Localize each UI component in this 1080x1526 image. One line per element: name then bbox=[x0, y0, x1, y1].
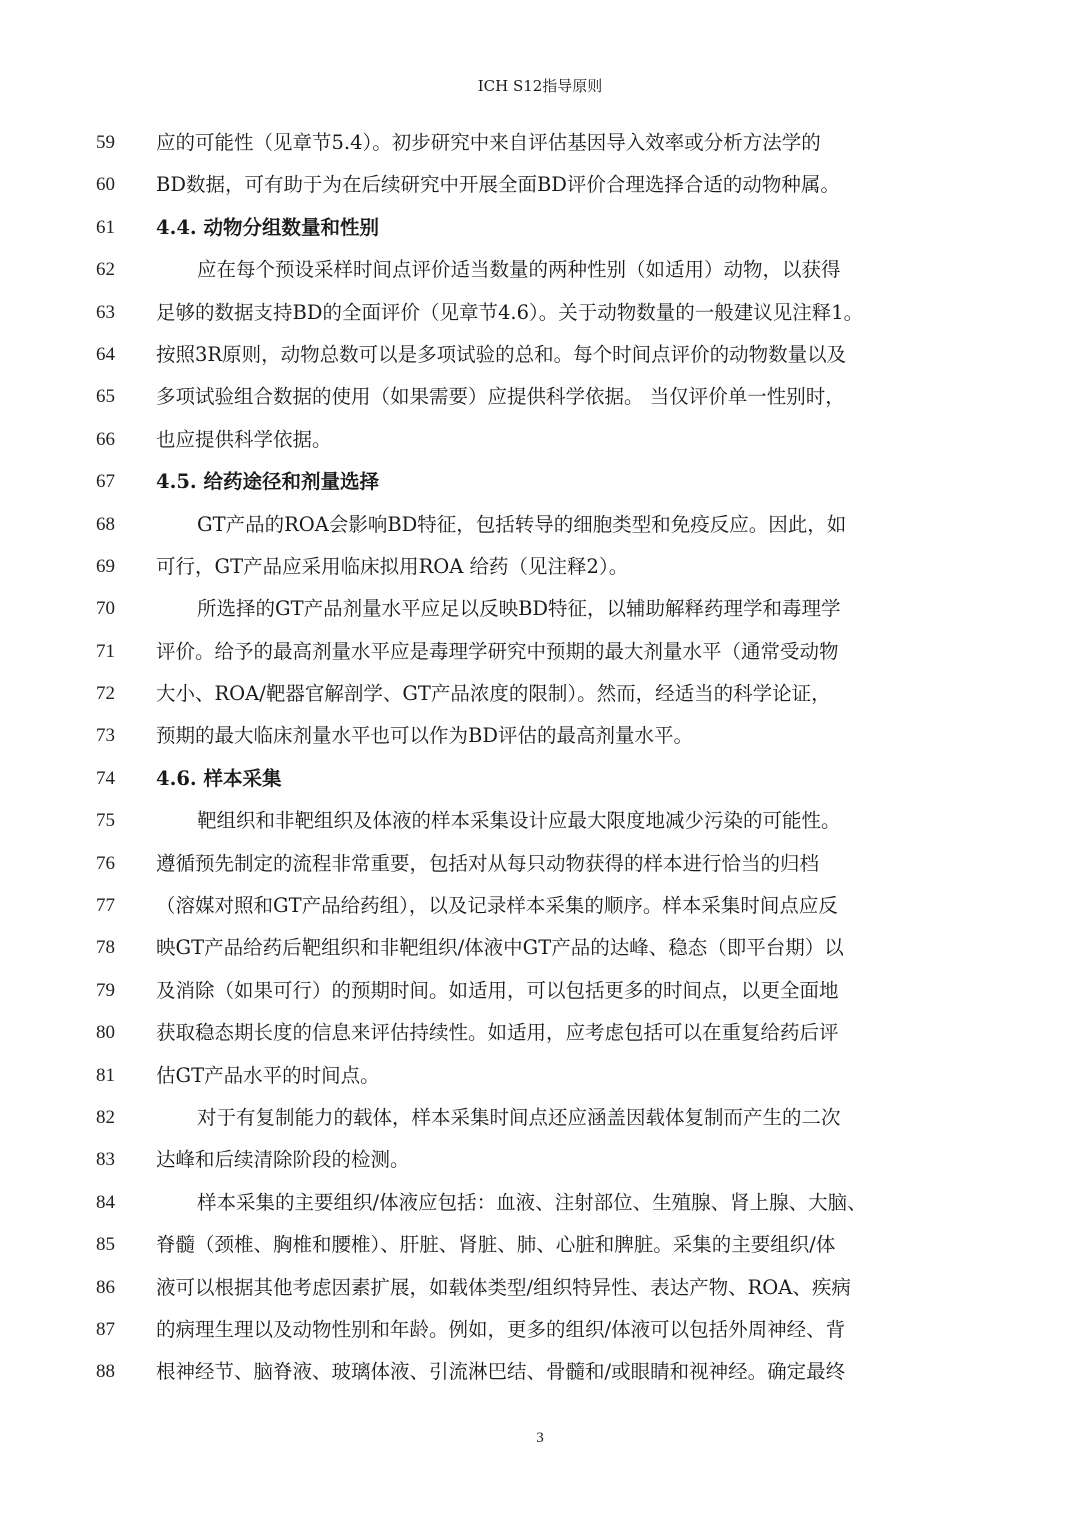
line-number: 68 bbox=[96, 513, 115, 535]
line-number: 74 bbox=[96, 767, 115, 789]
line-text: 获取稳态期长度的信息来评估持续性。如适用，应考虑包括可以在重复给药后评 bbox=[156, 1021, 839, 1045]
line-text: 样本采集的主要组织/体液应包括：血液、注射部位、生殖腺、肾上腺、大脑、 bbox=[197, 1190, 867, 1214]
line-text: （溶媒对照和GT产品给药组），以及记录样本采集的顺序。样本采集时间点应反 bbox=[156, 894, 838, 918]
line-number: 67 bbox=[96, 471, 115, 493]
line-text: 多项试验组合数据的使用（如果需要）应提供科学依据。 当仅评价单一性别时， bbox=[156, 385, 845, 409]
document-line bbox=[0, 1139, 1080, 1181]
line-number: 66 bbox=[96, 428, 115, 450]
document-line bbox=[0, 1224, 1080, 1266]
line-text: BD数据，可有助于为在后续研究中开展全面BD评价合理选择合适的动物种属。 bbox=[156, 173, 840, 197]
line-text: 达峰和后续清除阶段的检测。 bbox=[156, 1148, 410, 1172]
line-text: 根神经节、脑脊液、玻璃体液、引流淋巴结、骨髓和/或眼睛和视神经。确定最终 bbox=[156, 1360, 846, 1384]
document-line bbox=[0, 461, 1080, 503]
document-line bbox=[0, 588, 1080, 630]
line-text: 映GT产品给药后靶组织和非靶组织/体液中GT产品的达峰、稳态（即平台期）以 bbox=[156, 936, 844, 960]
document-line bbox=[0, 843, 1080, 885]
line-number: 73 bbox=[96, 725, 115, 747]
line-text: 应在每个预设采样时间点评价适当数量的两种性别（如适用）动物，以获得 bbox=[197, 258, 841, 282]
document-line bbox=[0, 292, 1080, 334]
document-line bbox=[0, 546, 1080, 588]
document-line bbox=[0, 1309, 1080, 1351]
line-number: 87 bbox=[96, 1318, 115, 1340]
line-number: 65 bbox=[96, 386, 115, 408]
document-line bbox=[0, 249, 1080, 291]
line-number: 71 bbox=[96, 640, 115, 662]
line-number: 75 bbox=[96, 810, 115, 832]
line-text: 所选择的GT产品剂量水平应足以反映BD特征，以辅助解释药理学和毒理学 bbox=[197, 597, 841, 621]
line-text: 应的可能性（见章节5.4）。初步研究中来自评估基因导入效率或分析方法学的 bbox=[156, 131, 821, 154]
page-header: ICH S12指导原则 bbox=[477, 77, 603, 95]
line-text: 大小、ROA/靶器官解剖学、GT产品浓度的限制）。然而，经适当的科学论证， bbox=[156, 682, 831, 706]
document-line bbox=[0, 1267, 1080, 1309]
line-text: 的病理生理以及动物性别和年龄。例如，更多的组织/体液可以包括外周神经、背 bbox=[156, 1317, 846, 1341]
document-line bbox=[0, 758, 1080, 800]
document-line bbox=[0, 927, 1080, 969]
line-text: 预期的最大临床剂量水平也可以作为BD评估的最高剂量水平。 bbox=[156, 724, 693, 748]
line-text: 及消除（如果可行）的预期时间。如适用，可以包括更多的时间点，以更全面地 bbox=[156, 978, 839, 1002]
line-number: 83 bbox=[96, 1149, 115, 1171]
line-text: 对于有复制能力的载体，样本采集时间点还应涵盖因载体复制而产生的二次 bbox=[197, 1105, 841, 1129]
document-line bbox=[0, 207, 1080, 249]
line-number: 82 bbox=[96, 1106, 115, 1128]
document-line bbox=[0, 376, 1080, 418]
document-body bbox=[0, 122, 1080, 1394]
document-line bbox=[0, 334, 1080, 376]
line-number: 64 bbox=[96, 343, 115, 365]
line-number: 59 bbox=[96, 132, 115, 153]
page-number: 3 bbox=[536, 1430, 544, 1446]
section-heading: 4.5. 给药途径和剂量选择 bbox=[156, 470, 380, 494]
line-number: 78 bbox=[96, 937, 115, 959]
document-line bbox=[0, 419, 1080, 461]
line-text: 足够的数据支持BD的全面评价（见章节4.6）。关于动物数量的一般建议见注释1。 bbox=[156, 300, 864, 324]
document-line bbox=[0, 970, 1080, 1012]
line-number: 79 bbox=[96, 979, 115, 1001]
document-line bbox=[0, 1097, 1080, 1139]
line-number: 88 bbox=[96, 1361, 115, 1383]
document-line bbox=[0, 1351, 1080, 1393]
document-line bbox=[0, 631, 1080, 673]
document-line bbox=[0, 164, 1080, 206]
document-line bbox=[0, 1182, 1080, 1224]
line-text: 脊髓（颈椎、胸椎和腰椎）、肝脏、肾脏、肺、心脏和脾脏。采集的主要组织/体 bbox=[156, 1233, 836, 1257]
line-text: 遵循预先制定的流程非常重要，包括对从每只动物获得的样本进行恰当的归档 bbox=[156, 851, 820, 875]
line-number: 61 bbox=[96, 216, 115, 238]
document-line bbox=[0, 504, 1080, 546]
line-number: 63 bbox=[96, 301, 115, 323]
line-text: 靶组织和非靶组织及体液的样本采集设计应最大限度地减少污染的可能性。 bbox=[197, 809, 841, 833]
line-text: 按照3R原则，动物总数可以是多项试验的总和。每个时间点评价的动物数量以及 bbox=[156, 342, 847, 366]
document-line bbox=[0, 122, 1080, 164]
line-text: 评价。给予的最高剂量水平应是毒理学研究中预期的最大剂量水平（通常受动物 bbox=[156, 639, 839, 663]
line-number: 62 bbox=[96, 259, 115, 281]
line-text: 估GT产品水平的时间点。 bbox=[156, 1063, 380, 1087]
line-text: 液可以根据其他考虑因素扩展，如载体类型/组织特异性、表达产物、ROA、疾病 bbox=[156, 1275, 851, 1299]
line-text: 也应提供科学依据。 bbox=[156, 427, 332, 451]
line-number: 70 bbox=[96, 598, 115, 620]
document-line bbox=[0, 885, 1080, 927]
line-number: 76 bbox=[96, 852, 115, 874]
document-line bbox=[0, 1012, 1080, 1054]
line-number: 81 bbox=[96, 1064, 115, 1086]
line-number: 77 bbox=[96, 895, 115, 917]
line-number: 84 bbox=[96, 1191, 115, 1213]
line-number: 69 bbox=[96, 555, 115, 577]
line-number: 80 bbox=[96, 1022, 115, 1044]
line-text: 可行，GT产品应采用临床拟用ROA 给药（见注释2）。 bbox=[156, 554, 629, 578]
line-number: 86 bbox=[96, 1276, 115, 1298]
document-line bbox=[0, 800, 1080, 842]
document-line bbox=[0, 1055, 1080, 1097]
section-heading: 4.6. 样本采集 bbox=[156, 766, 282, 790]
line-number: 72 bbox=[96, 683, 115, 705]
line-number: 60 bbox=[96, 174, 115, 196]
document-line bbox=[0, 715, 1080, 757]
section-heading: 4.4. 动物分组数量和性别 bbox=[156, 215, 380, 239]
document-line bbox=[0, 673, 1080, 715]
line-text: GT产品的ROA会影响BD特征，包括转导的细胞类型和免疫反应。因此，如 bbox=[197, 512, 847, 536]
line-number: 85 bbox=[96, 1234, 115, 1256]
